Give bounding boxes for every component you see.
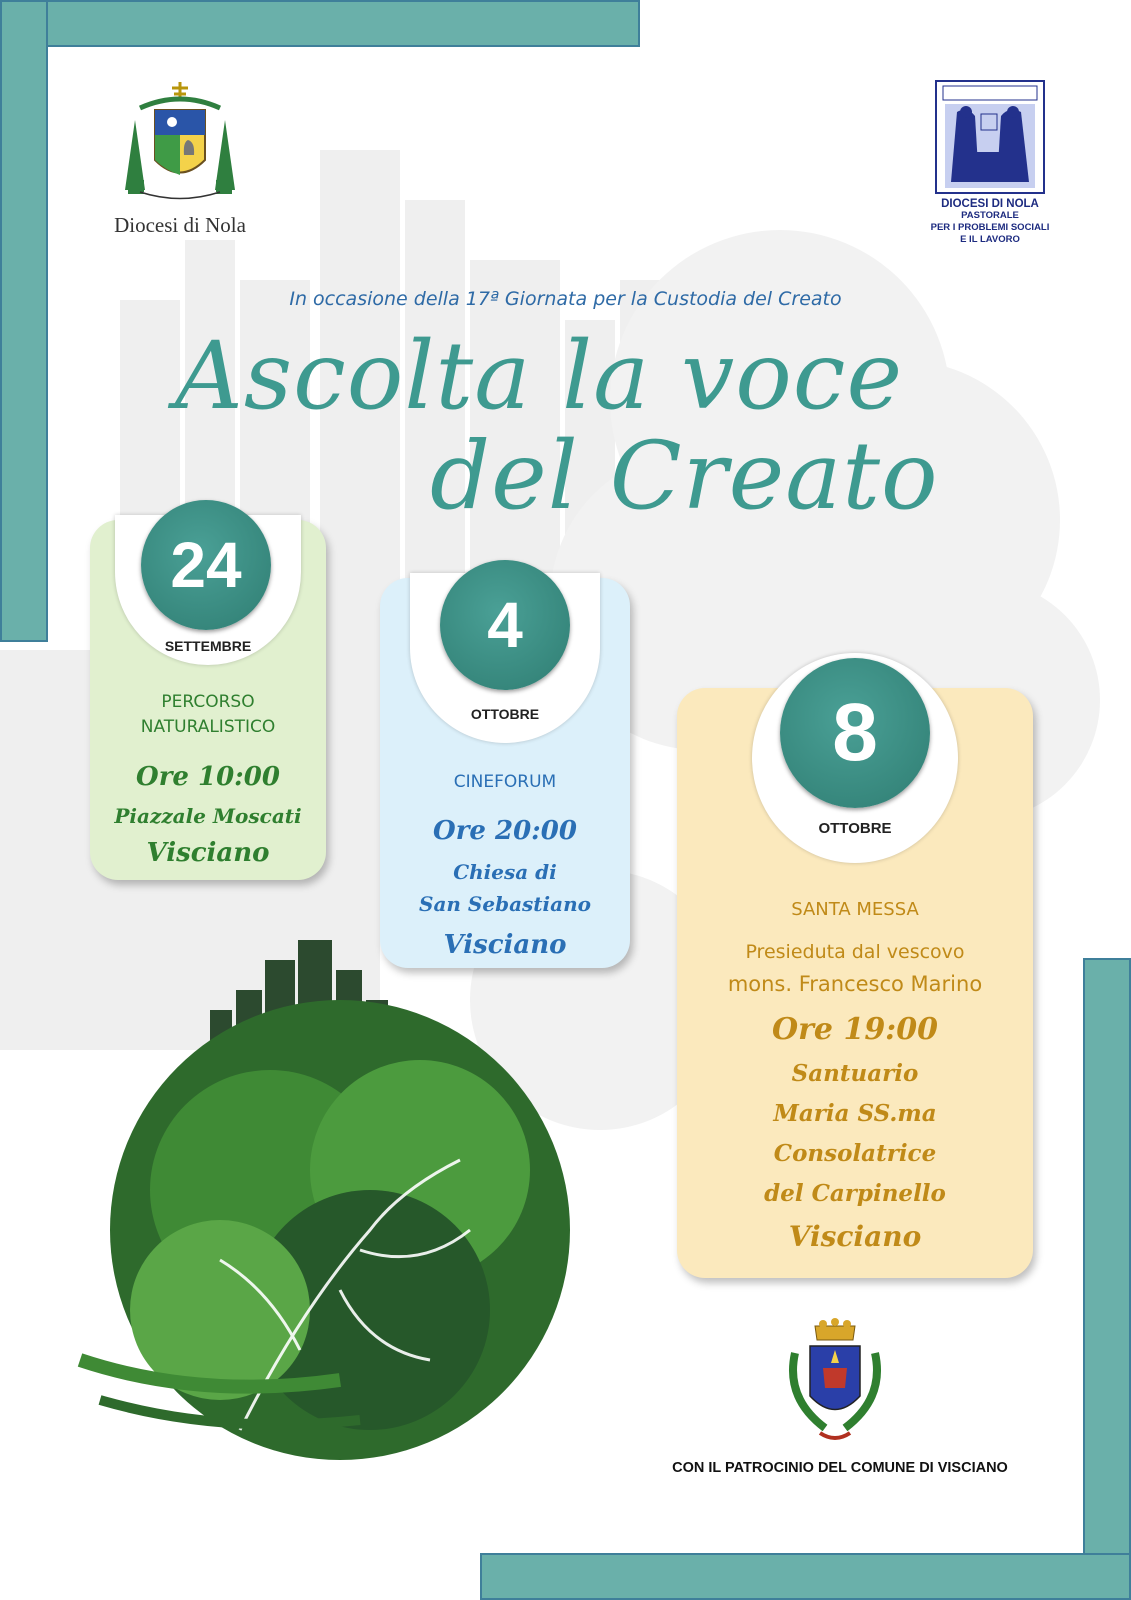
event-sub-3b: mons. Francesco Marino [727,972,983,996]
event-place-3a: Santuario [791,1060,919,1087]
date-circle-3 [780,658,930,808]
date-circle-2 [440,560,570,690]
pastorale-emblem-box [935,80,1045,194]
title-line-2: del Creato [430,422,939,531]
event-name-1a: PERCORSO [161,692,255,712]
event-name-3: SANTA MESSA [791,899,919,920]
event-card-1 [90,520,326,880]
event-place-3c: Consolatrice [773,1140,937,1167]
event-place-3d: del Carpinello [764,1180,946,1207]
subtitle: In occasione della 17ª Giornata per la Custodia del Creato [289,288,842,310]
visciano-coat-of-arms-icon [785,1318,885,1448]
pastorale-line-4: E IL LAVORO [960,234,1020,245]
diocese-logo [95,80,265,238]
event-day-2: 4 [487,589,523,661]
frame-left-bar [0,0,48,642]
frame-bottom-bar [480,1553,1131,1600]
event-card-2 [380,578,630,968]
event-place-2b: San Sebastiano [419,892,591,916]
event-day-1: 24 [170,529,242,601]
event-month-2: OTTOBRE [470,706,540,722]
green-nature-globe-illustration [40,930,660,1490]
pastorale-line-3: PER I PROBLEMI SOCIALI [930,222,1050,233]
event-town-3: Visciano [788,1220,922,1253]
diocese-name: Diocesi di Nola [114,213,246,237]
event-month-3: OTTOBRE [818,820,892,837]
event-town-2: Visciano [443,930,567,960]
event-time-1: Ore 10:00 [136,762,280,792]
saints-engraving-icon [937,82,1043,192]
event-place-1: Piazzale Moscati [114,804,302,828]
event-time-2: Ore 20:00 [433,816,577,846]
frame-top-bar [0,0,640,47]
event-name-1b: NATURALISTICO [140,717,276,737]
event-month-1: SETTEMBRE [164,638,252,654]
title-line-1: Ascolta la voce [175,322,904,431]
event-time-3: Ore 19:00 [771,1012,939,1047]
pastorale-line-2: PASTORALE [961,210,1019,221]
event-day-3: 8 [832,687,878,778]
date-circle-1 [141,500,271,630]
patronage-footer: CON IL PATROCINIO DEL COMUNE DI VISCIANO [672,1460,1008,1476]
event-place-2a: Chiesa di [453,860,557,884]
event-name-2: CINEFORUM [453,772,557,792]
event-place-3b: Maria SS.ma [773,1100,937,1127]
frame-right-bar [1083,958,1131,1600]
pastorale-logo [925,80,1055,246]
event-town-1: Visciano [146,838,270,868]
pastorale-title: DIOCESI DI NOLA [941,198,1039,210]
diocese-coat-of-arms-icon [120,80,240,205]
event-card-3 [677,688,1033,1278]
event-sub-3a: Presieduta dal vescovo [745,941,965,963]
